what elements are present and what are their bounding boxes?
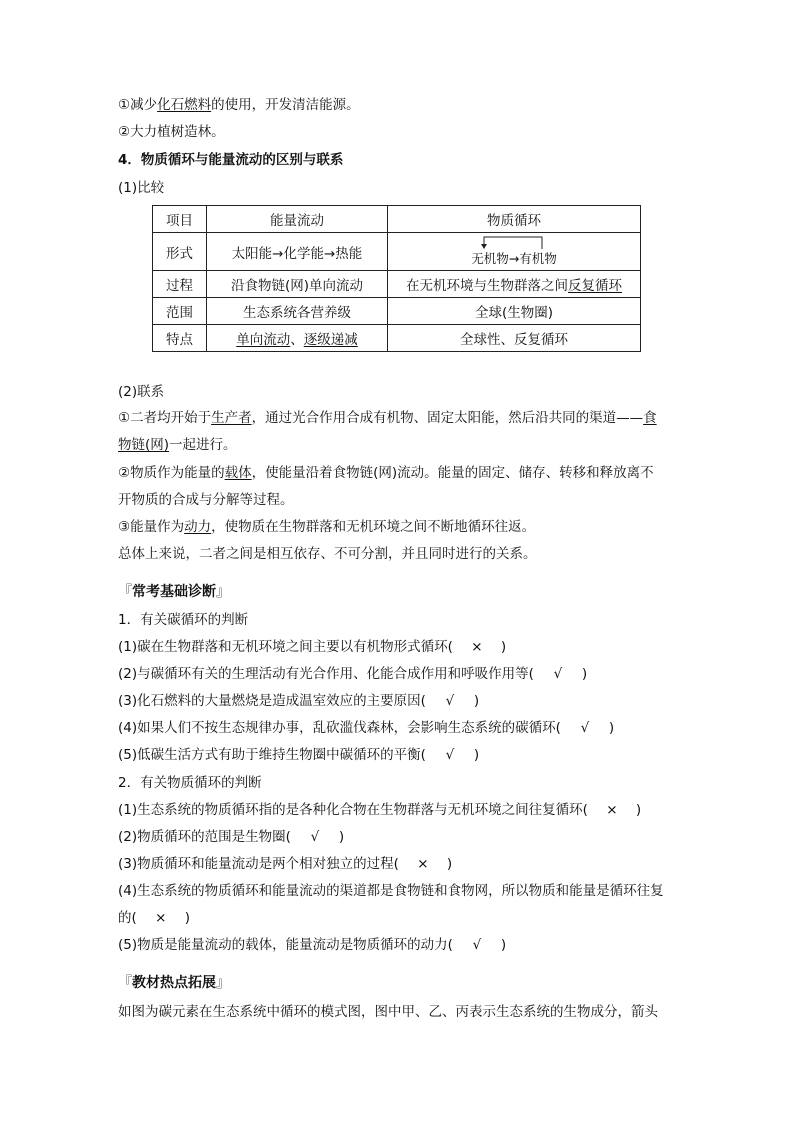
diagnosis-heading-1: 1．有关碳循环的判断 — [118, 612, 249, 628]
question-item: (1)碳在生物群落和无机环境之间主要以有机物形式循环( × ) — [118, 639, 507, 655]
expand-text: 如图为碳元素在生态系统中循环的模式图，图中甲、乙、丙表示生态系统的生物成分，箭头 — [118, 1004, 658, 1020]
relation-p2-line2: 开物质的合成与分解等过程。 — [118, 492, 294, 508]
question-item: 的( × ) — [118, 910, 191, 926]
cycle-arrow-icon — [480, 235, 550, 249]
subheading-relation: (2)联系 — [118, 384, 165, 400]
relation-p1-line1: ①二者均开始于生产者，通过光合作用合成有机物、固定太阳能，然后沿共同的渠道——食 — [118, 410, 657, 426]
section-title-diagnosis: 『常考基础诊断』 — [118, 584, 230, 600]
table-row — [153, 325, 641, 352]
matter-process: 在无机环境与生物群落之间反复循环 — [388, 271, 641, 298]
question-item: (5)低碳生活方式有助于维持生物圈中碳循环的平衡( √ ) — [118, 747, 480, 763]
header-matter: 物质循环 — [388, 206, 641, 233]
question-item: (4)如果人们不按生态规律办事，乱砍滥伐森林，会影响生态系统的碳循环( √ ) — [118, 720, 615, 736]
relation-p2-line1: ②物质作为能量的载体，使能量沿着食物链(网)流动。能量的固定、储存、转移和释放离不 — [118, 465, 654, 481]
measure-1: ①减少化石燃料的使用，开发清洁能源。 — [118, 97, 360, 113]
question-item: (4)生态系统的物质循环和能量流动的渠道都是食物链和食物网，所以物质和能量是循环往复 — [118, 883, 664, 899]
subheading-compare: (1)比较 — [118, 180, 165, 196]
relation-p1-line2: 物链(网)一起进行。 — [118, 437, 237, 453]
energy-form: 太阳能→化学能→热能 — [207, 233, 388, 271]
question-item: (3)物质循环和能量流动是两个相对独立的过程( × ) — [118, 856, 453, 872]
row-label: 范围 — [153, 298, 207, 325]
table-header-row — [153, 206, 641, 233]
question-item: (2)物质循环的范围是生物圈( √ ) — [118, 829, 345, 845]
question-item: (1)生态系统的物质循环指的是各种化合物在生物群落与无机环境之间往复循环( × ) — [118, 802, 642, 818]
row-label: 特点 — [153, 325, 207, 352]
inorganic-label: 无机物 — [471, 250, 509, 266]
heading-4: 4．物质循环与能量流动的区别与联系 — [118, 152, 344, 168]
measure-2: ②大力植树造林。 — [118, 124, 225, 140]
question-item: (3)化石燃料的大量燃烧是造成温室效应的主要原因( √ ) — [118, 693, 480, 709]
table-row — [153, 298, 641, 325]
organic-label: 有机物 — [519, 250, 557, 266]
arrow-right-icon: → — [508, 250, 520, 266]
question-item: (5)物质是能量流动的载体，能量流动是物质循环的动力( √ ) — [118, 937, 507, 953]
header-item: 项目 — [153, 206, 207, 233]
row-label: 过程 — [153, 271, 207, 298]
section-title-expand: 『教材热点拓展』 — [118, 975, 230, 991]
matter-scope: 全球(生物圈) — [388, 298, 641, 325]
relation-summary: 总体上来说，二者之间是相互依存、不可分割，并且同时进行的关系。 — [118, 546, 537, 562]
header-energy: 能量流动 — [207, 206, 388, 233]
matter-feature: 全球性、反复循环 — [388, 325, 641, 352]
row-label: 形式 — [153, 233, 207, 271]
question-item: (2)与碳循环有关的生理活动有光合作用、化能合成作用和呼吸作用等( √ ) — [118, 666, 588, 682]
table-row — [153, 271, 641, 298]
diagnosis-heading-2: 2．有关物质循环的判断 — [118, 775, 262, 791]
table-row — [153, 233, 641, 271]
comparison-table — [152, 205, 641, 352]
relation-p3: ③能量作为动力，使物质在生物群落和无机环境之间不断地循环往返。 — [118, 519, 536, 535]
matter-form — [388, 233, 641, 271]
energy-scope: 生态系统各营养级 — [207, 298, 388, 325]
energy-feature: 单向流动、逐级递减 — [207, 325, 388, 352]
energy-process: 沿食物链(网)单向流动 — [207, 271, 388, 298]
